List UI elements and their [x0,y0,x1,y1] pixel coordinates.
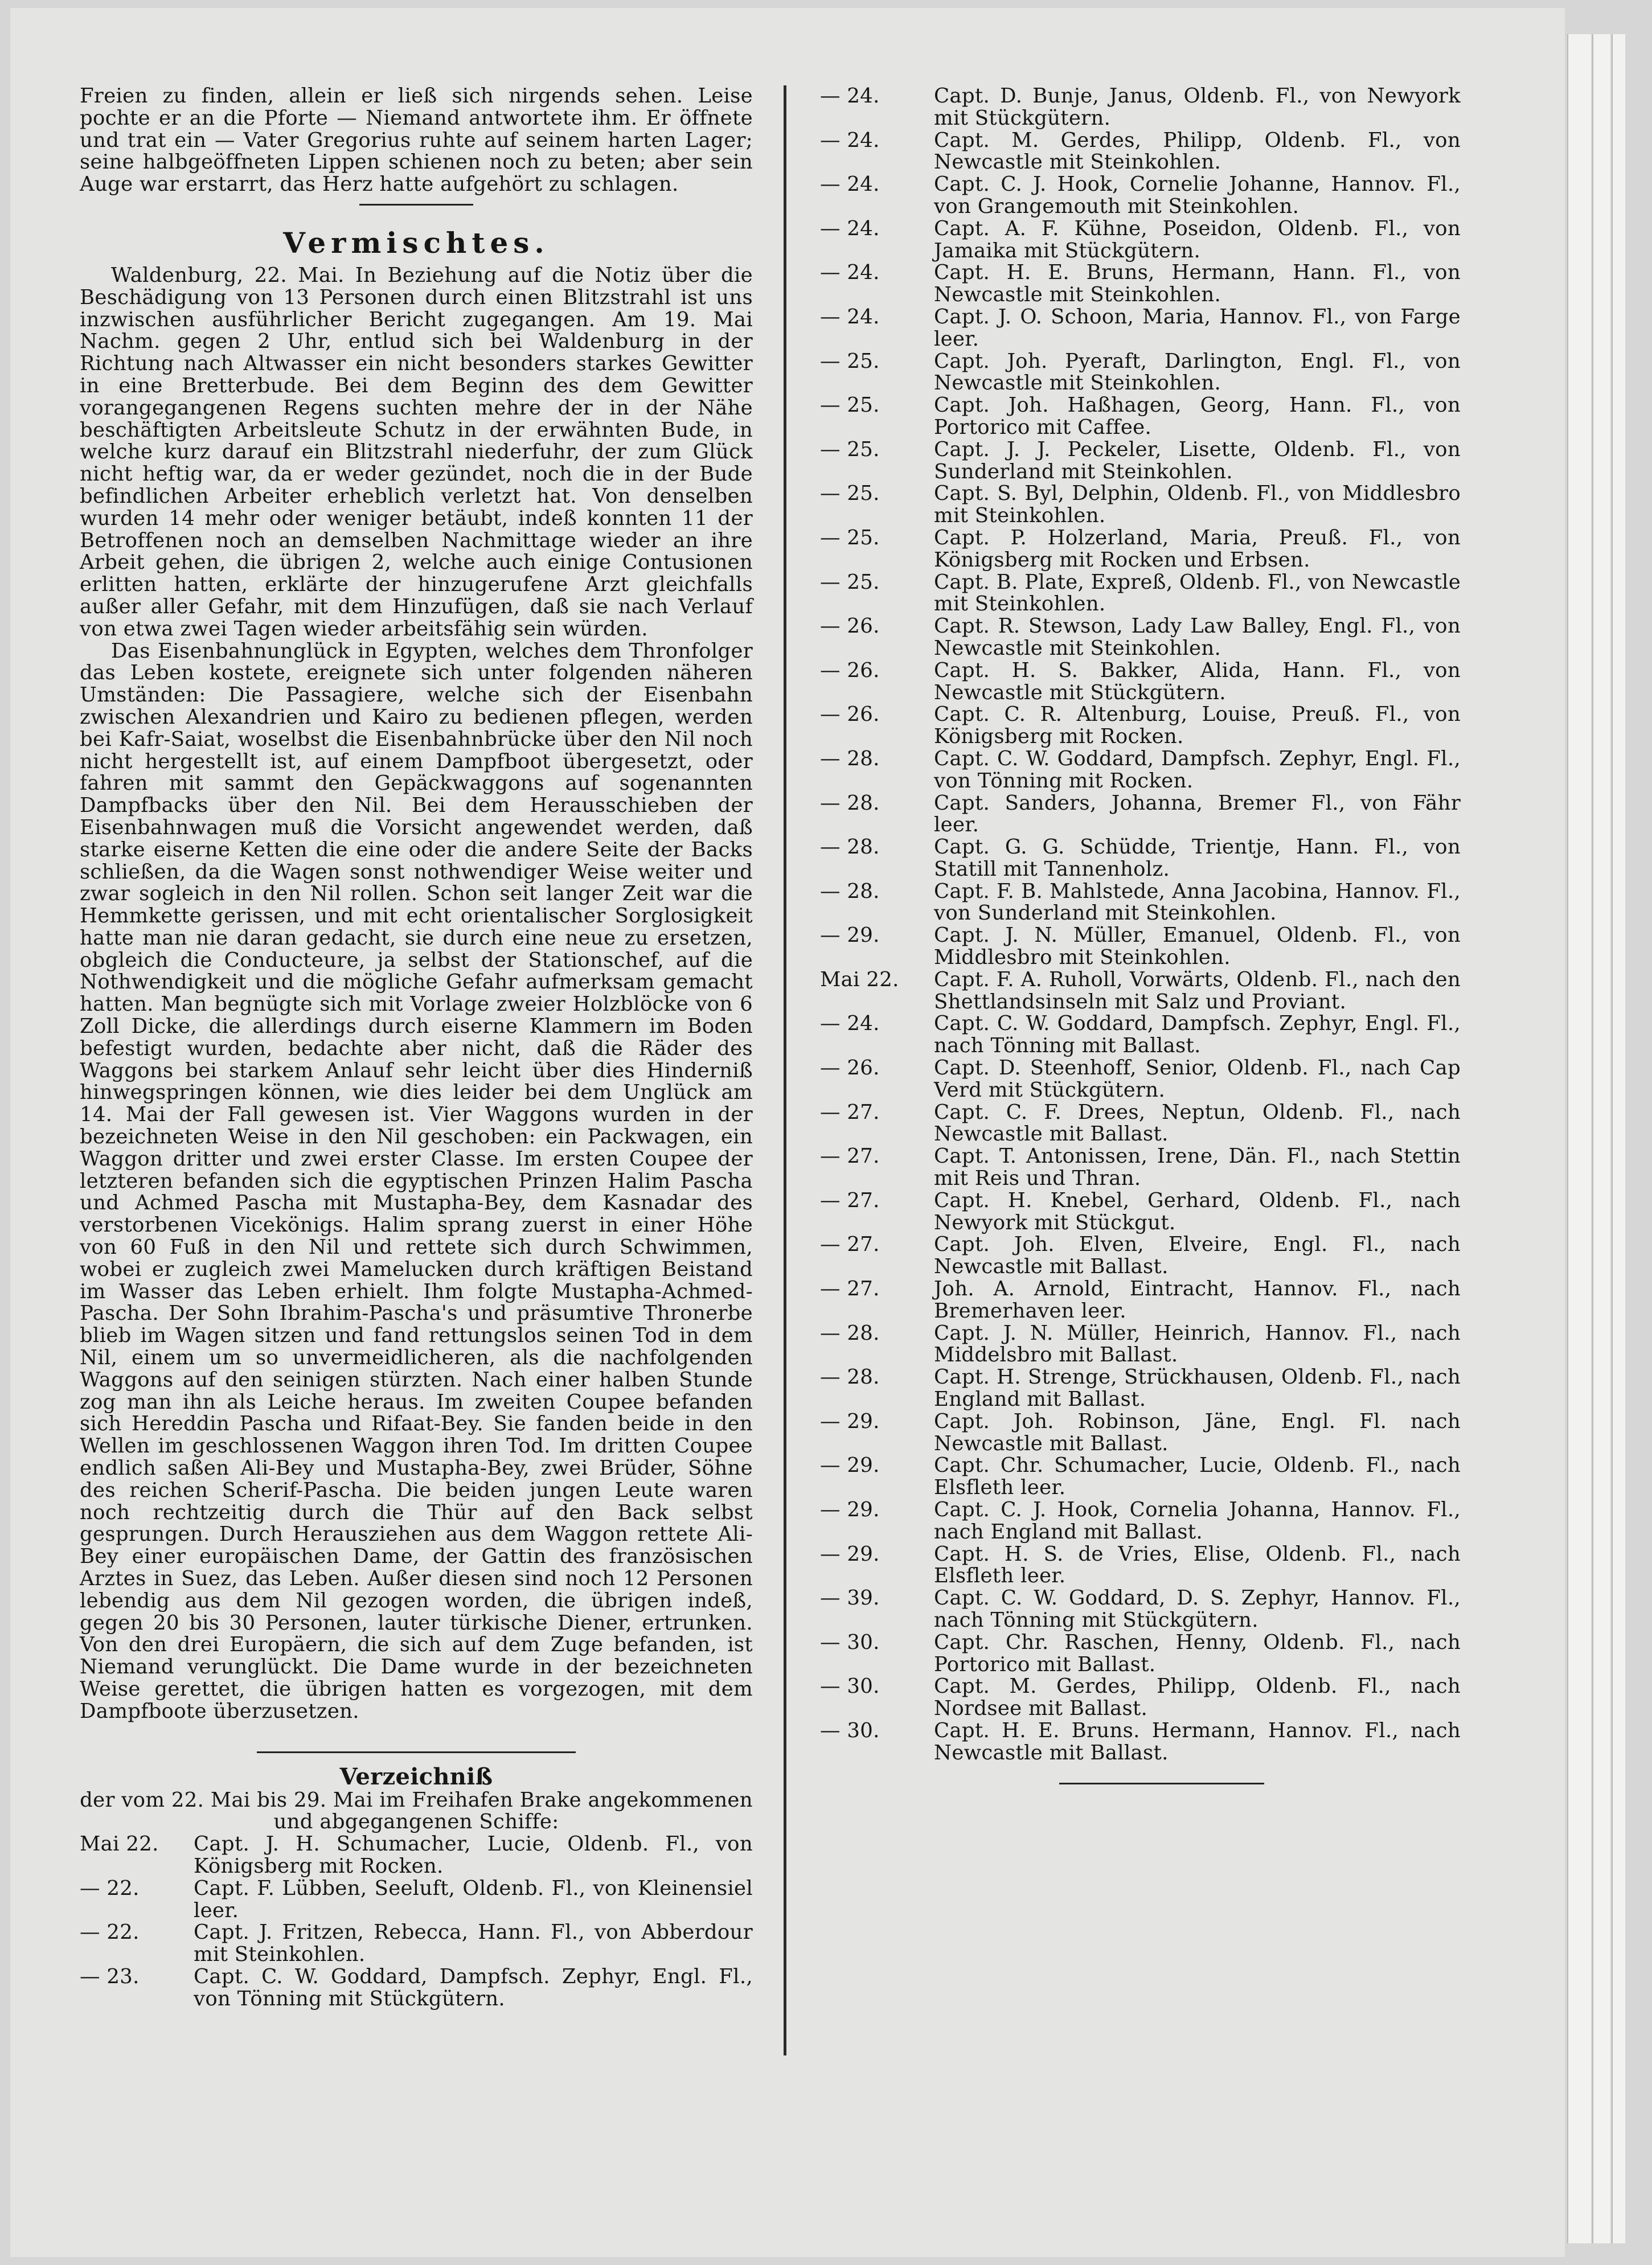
ship-date: — 25. [820,482,880,506]
list-item [820,1278,1461,1323]
ship-list-subheading: der vom 22. Mai bis 29. Mai im Freihafen Brake angekommenen und abgegangenen Schiffe: [80,1788,753,1834]
article-eisenbahnunglueck: Das Eisenbahnunglück in Egypten, welches dem Thronfolger das Leben kostete, ereignete sich unter folgenden näheren Umständen: Die Passagiere, welche sich der Eisenbahn zwischen Alexandrien und Kairo zu bedienen pflegen, werden bei Kafr-Saiat, woselbst die Eisenbahnbrücke über den Nil noch nicht hergestellt ist, auf einem Dampfboot übergesetzt, oder fahren mit sammt den Gepäckwaggons auf sogenannten Dampfbacks über den Nil. Bei dem Herausschieben der Eisenbahnwagen muß die Vorsicht angewendet werden, daß starke eiserne Ketten die eine oder die andere Seite der Backs schließen, da die Wagen sonst nothwendiger Weise weiter und zwar sogleich in den Nil rollen. Schon seit langer Zeit war die Hemmkette gerissen, und mit echt orientalischer Sorglosigkeit hatte man nie daran gedacht, sie durch eine neue zu ersetzen, obgleich die Conducteure, ja selbst der Stationschef, auf die Nothwendigkeit und die mögliche Gefahr aufmerksam gemacht hatten. Man begnügte sich mit Vorlage zweier Holzblöcke von 6 Zoll Dicke, die allerdings durch eiserne Klammern im Boden befestigt wurden, bedachte aber nicht, daß die Räder des Waggons bei starkem Anlauf sehr leicht über dies Hinderniß hinwegspringen können, wie dies leider bei dem Unglück am 14. Mai der Fall gewesen ist. Vier Waggons wurden in der bezeichneten Weise in den Nil geschoben: ein Packwagen, ein Waggon dritter und zwei erster Classe. Im ersten Coupee der letzteren befanden sich die egyptischen Prinzen Halim Pascha und Achmed Pascha mit Mustapha-Bey, dem Kasnadar des verstorbenen Vicekönigs. Halim sprang zuerst in einer Höhe von 60 Fuß in den Nil und rettete sich durch Schwimmen, wobei er zugleich zwei Mamelucken durch kräftigen Beistand im Wasser das Leben erhielt. Ihm folgte Mustapha-Achmed-Pascha. Der Sohn Ibrahim-Pascha's und präsumtive Thronerbe blieb im Wagen sitzen und fand rettungslos seinen Tod in dem Nil, einem um so unvermeidlicheren, als die nachfolgenden Waggons auf den seinigen stürzten. Nach einer halben Stunde zog man ihn als Leiche heraus. Im zweiten Coupee befanden sich Hereddin Pascha und Rifaat-Bey. Sie fanden beide in den Wellen im geschlossenen Waggon ihren Tod. Im dritten Coupee endlich saßen Ali-Bey und Mustapha-Bey, zwei Brüder, Söhne des reichen Scherif-Pascha. Die beiden jungen Leute waren noch rechtzeitig durch die Thür auf den Back selbst gesprungen. Durch Herausziehen aus dem Waggon rettete Ali-Bey einer europäischen Dame, der Gattin des französischen Arztes in Suez, das Leben. Außer diesen sind noch 12 Personen lebendig aus dem Nil gezogen worden, die übrigen indeß, gegen 20 bis 30 Personen, lauter türkische Diener, ertrunken. Von den drei Europäern, die sich auf dem Zuge befanden, ist Niemand verunglückt. Die Dame wurde in der bezeichneten Weise gerettet, die übrigen hatten es vorgezogen, mit dem Dampfboote überzusetzen. [80,639,753,1723]
ship-date: — 24. [820,1012,880,1036]
ship-date: — 24. [820,305,880,329]
list-item [820,1632,1461,1676]
list-item [80,1878,753,1922]
column-divider [784,85,786,2055]
list-item [820,1544,1461,1588]
ship-entry-text: Capt. H. E. Bruns, Hermann, Hann. Fl., von Newcastle mit Steinkohlen. [934,261,1461,307]
ship-date: — 25. [820,526,880,549]
ship-date: — 39. [820,1586,880,1610]
ship-date: — 25. [820,437,880,461]
ship-entry-text: Capt. H. Knebel, Gerhard, Oldenb. Fl., nach Newyork mit Stückgut. [934,1188,1461,1234]
list-item [820,1057,1461,1102]
ship-date: — 24. [820,84,880,108]
ship-date: — 30. [820,1675,880,1698]
ship-entry-text: Capt. M. Gerdes, Philipp, Oldenb. Fl., nach Nordsee mit Ballast. [934,1675,1461,1721]
list-item [820,660,1461,704]
list-item [820,1146,1461,1190]
list-item [820,85,1461,130]
ship-date: — 22. [80,1921,140,1944]
ship-entry-text: Capt. Chr. Schumacher, Lucie, Oldenb. Fl., nach Elsfleth leer. [934,1454,1461,1500]
ship-entry-text: Capt. Chr. Raschen, Henny, Oldenb. Fl., nach Portorico mit Ballast. [934,1630,1461,1676]
ship-date: — 29. [820,1542,880,1566]
left-column [80,85,753,2010]
section-heading-verzeichniss: Verzeichniß [339,1763,493,1790]
ship-date: — 27. [820,1233,880,1257]
ship-date: Mai 22. [820,967,899,991]
ship-entry-text: Capt. Joh. Pyeraft, Darlington, Engl. Fl., von Newcastle mit Steinkohlen. [934,349,1461,395]
list-item [820,483,1461,527]
list-item [820,395,1461,439]
ship-date: — 26. [820,1056,880,1080]
list-item [820,704,1461,748]
ship-entry-text: Capt. Joh. Robinson, Jäne, Engl. Fl. nach Newcastle mit Ballast. [934,1409,1461,1455]
list-item [820,1455,1461,1499]
ship-date: — 29. [820,1409,880,1433]
list-item [820,1323,1461,1367]
ship-date: — 23. [80,1964,140,1988]
ship-date: — 28. [820,746,880,770]
ship-date: — 27. [820,1277,880,1301]
ship-date: — 25. [820,349,880,373]
ship-date: — 25. [820,393,880,417]
ship-entry-text: Capt. T. Antonissen, Irene, Dän. Fl., nach Stettin mit Reis und Thran. [934,1144,1461,1191]
list-item [80,1833,753,1878]
right-column [820,85,1461,1784]
list-item [820,1013,1461,1057]
list-item [820,969,1461,1013]
ship-entry-text: Capt. G. G. Schüdde, Trientje, Hann. Fl., von Statill mit Tannenholz. [934,835,1461,881]
ship-list-right [820,85,1461,1765]
ship-entry-text: Capt. R. Stewson, Lady Law Balley, Engl. Fl., von Newcastle mit Steinkohlen. [934,614,1461,660]
list-item [820,572,1461,616]
list-item [820,306,1461,351]
ship-date: — 27. [820,1144,880,1168]
ship-entry-text: Capt. C. W. Goddard, Dampfsch. Zephyr, Engl. Fl., von Tönning mit Stückgütern. [194,1964,753,2010]
ship-entry-text: Capt. Joh. Haßhagen, Georg, Hann. Fl., von Portorico mit Caffee. [934,393,1461,439]
ship-date: — 29. [820,1454,880,1478]
ship-entry-text: Joh. A. Arnold, Eintracht, Hannov. Fl., nach Bremerhaven leer. [934,1277,1461,1323]
ship-date: — 24. [820,173,880,196]
ship-entry-text: Capt. J. Fritzen, Rebecca, Hann. Fl., von Abberdour mit Steinkohlen. [194,1921,753,1967]
list-item [80,1922,753,1966]
list-item [820,439,1461,483]
list-item [820,881,1461,925]
ship-date: — 28. [820,879,880,903]
ship-entry-text: Capt. H. S. Bakker, Alida, Hann. Fl., von Newcastle mit Stückgütern. [934,658,1461,704]
ship-entry-text: Capt. J. O. Schoon, Maria, Hannov. Fl., von Farge leer. [934,305,1461,351]
list-item [820,793,1461,837]
list-item [820,527,1461,572]
ship-entry-text: Capt. J. N. Müller, Emanuel, Oldenb. Fl., von Middlesbro mit Steinkohlen. [934,924,1461,970]
section-heading-vermischtes: Vermischtes. [283,225,550,260]
ship-entry-text: Capt. P. Holzerland, Maria, Preuß. Fl., von Königsberg mit Rocken und Erbsen. [934,526,1461,572]
ship-entry-text: Capt. H. E. Bruns. Hermann, Hannov. Fl., nach Newcastle mit Ballast. [934,1718,1461,1765]
ship-entry-text: Capt. B. Plate, Expreß, Oldenb. Fl., von Newcastle mit Steinkohlen. [934,570,1461,616]
ship-entry-text: Capt. C. W. Goddard, Dampfsch. Zephyr, Engl. Fl., nach Tönning mit Ballast. [934,1012,1461,1058]
ship-entry-text: Capt. C. R. Altenburg, Louise, Preuß. Fl., von Königsberg mit Rocken. [934,703,1461,749]
page-edge-3 [1612,34,1625,2243]
ship-date: — 28. [820,1365,880,1389]
ship-entry-text: Capt. M. Gerdes, Philipp, Oldenb. Fl., von Newcastle mit Steinkohlen. [934,128,1461,174]
list-item [820,1102,1461,1146]
ship-date: — 28. [820,791,880,815]
ship-date: — 30. [820,1630,880,1654]
ship-entry-text: Capt. C. W. Goddard, Dampfsch. Zephyr, Engl. Fl., von Tönning mit Rocken. [934,746,1461,793]
ship-entry-text: Capt. Joh. Elven, Elveire, Engl. Fl., nach Newcastle mit Ballast. [934,1233,1461,1279]
ship-entry-text: Capt. C. J. Hook, Cornelie Johanne, Hannov. Fl., von Grangemouth mit Steinkohlen. [934,173,1461,218]
list-item [820,1587,1461,1632]
ship-date: — 30. [820,1718,880,1742]
ship-date: — 28. [820,835,880,859]
ship-date: — 27. [820,1188,880,1212]
ship-entry-text: Capt. C. W. Goddard, D. S. Zephyr, Hannov. Fl., nach Tönning mit Stückgütern. [934,1586,1461,1632]
end-rule [1059,1783,1264,1784]
list-item [820,925,1461,969]
ship-list-left [80,1833,753,2010]
ship-entry-text: Capt. F. Lübben, Seeluft, Oldenb. Fl., von Kleinensiel leer. [194,1876,753,1922]
list-item [820,351,1461,395]
ship-entry-text: Capt. S. Byl, Delphin, Oldenb. Fl., von Middlesbro mit Steinkohlen. [934,482,1461,528]
ship-date: — 22. [80,1876,140,1900]
ship-entry-text: Capt. H. S. de Vries, Elise, Oldenb. Fl., nach Elsfleth leer. [934,1542,1461,1588]
list-item [820,1234,1461,1278]
ship-date: — 24. [820,261,880,285]
ship-date: — 26. [820,658,880,682]
ship-date: — 29. [820,1498,880,1521]
ship-entry-text: Capt. J. H. Schumacher, Lucie, Oldenb. Fl., von Königsberg mit Rocken. [194,1832,753,1878]
ship-date: — 24. [820,216,880,240]
page-edge-2 [1592,34,1610,2243]
list-item [820,748,1461,793]
list-item [820,130,1461,174]
page-edge-1 [1567,34,1591,2243]
separator-rule [359,204,473,206]
ship-date: — 24. [820,128,880,152]
ship-entry-text: Capt. Sanders, Johanna, Bremer Fl., von Fähr leer. [934,791,1461,837]
ship-entry-text: Capt. D. Bunje, Janus, Oldenb. Fl., von Newyork mit Stückgütern. [934,84,1461,130]
ship-date: — 26. [820,703,880,727]
ship-date: Mai 22. [80,1832,159,1856]
separator-rule-long [257,1751,576,1753]
ship-entry-text: Capt. J. N. Müller, Heinrich, Hannov. Fl., nach Middelsbro mit Ballast. [934,1321,1461,1367]
ship-date: — 27. [820,1100,880,1124]
list-item [820,174,1461,218]
list-item [820,1367,1461,1411]
ship-date: — 29. [820,924,880,947]
article-waldenburg: Waldenburg, 22. Mai. In Beziehung auf die Notiz über die Beschädigung von 13 Personen durch einen Blitzstrahl ist uns inzwischen ausführlicher Bericht zugegangen. Am 19. Mai Nachm. gegen 2 Uhr, entlud sich bei Waldenburg in der Richtung nach Altwasser ein nicht besonders starkes Gewitter in eine Bretterbude. Bei dem Beginn des dem Gewitter vorangegangenen Regens suchten mehre der in der Nähe beschäftigten Arbeitsleute Schutz in der erwähnten Bude, in welche kurz darauf ein Blitzstrahl niederfuhr, der zum Glück nicht heftig war, da er weder gezündet, noch die in der Bude befindlichen Arbeiter erheblich verletzt hat. Von denselben wurden 14 mehr oder weniger betäubt, indeß konnten 11 der Betroffenen noch an demselben Nachmittage wieder an ihre Arbeit gehen, die übrigen 2, welche auch einige Contusionen erlitten hatten, erklärte der hinzugerufene Arzt gleichfalls außer aller Gefahr, mit dem Hinzufügen, daß sie nach Verlauf von etwa zwei Tagen wieder arbeitsfähig sein würden. [80,263,753,641]
ship-entry-text: Capt. D. Steenhoff, Senior, Oldenb. Fl., nach Cap Verd mit Stückgütern. [934,1056,1461,1102]
ship-date: — 25. [820,570,880,594]
story-ending: Freien zu finden, allein er ließ sich nirgends sehen. Leise pochte er an die Pforte — Niemand antwortete ihm. Er öffnete und trat ein — Vater Gregorius ruhte auf seinem harten Lager; seine halbgeöffneten Lippen schienen noch zu beten; aber sein Auge war erstarrt, das Herz hatte aufgehört zu schlagen. [80,84,753,196]
list-item [820,262,1461,306]
list-item [820,616,1461,660]
ship-entry-text: Capt. H. Strenge, Strückhausen, Oldenb. Fl., nach England mit Ballast. [934,1365,1461,1411]
ship-entry-text: Capt. F. A. Ruholl, Vorwärts, Oldenb. Fl., nach den Shettlandsinseln mit Salz und Proviant. [934,967,1461,1013]
ship-entry-text: Capt. J. J. Peckeler, Lisette, Oldenb. Fl., von Sunderland mit Steinkohlen. [934,437,1461,483]
list-item [820,218,1461,262]
list-item [80,1966,753,2010]
ship-entry-text: Capt. C. J. Hook, Cornelia Johanna, Hannov. Fl., nach England mit Ballast. [934,1498,1461,1544]
ship-entry-text: Capt. C. F. Drees, Neptun, Oldenb. Fl., nach Newcastle mit Ballast. [934,1100,1461,1146]
ship-date: — 26. [820,614,880,638]
list-item [820,1720,1461,1765]
ship-entry-text: Capt. A. F. Kühne, Poseidon, Oldenb. Fl., von Jamaika mit Stückgütern. [934,216,1461,262]
list-item [820,1499,1461,1544]
list-item [820,1676,1461,1720]
ship-entry-text: Capt. F. B. Mahlstede, Anna Jacobina, Hannov. Fl., von Sunderland mit Steinkohlen. [934,879,1461,925]
ship-date: — 28. [820,1321,880,1345]
list-item [820,836,1461,881]
list-item [820,1411,1461,1455]
list-item [820,1190,1461,1234]
